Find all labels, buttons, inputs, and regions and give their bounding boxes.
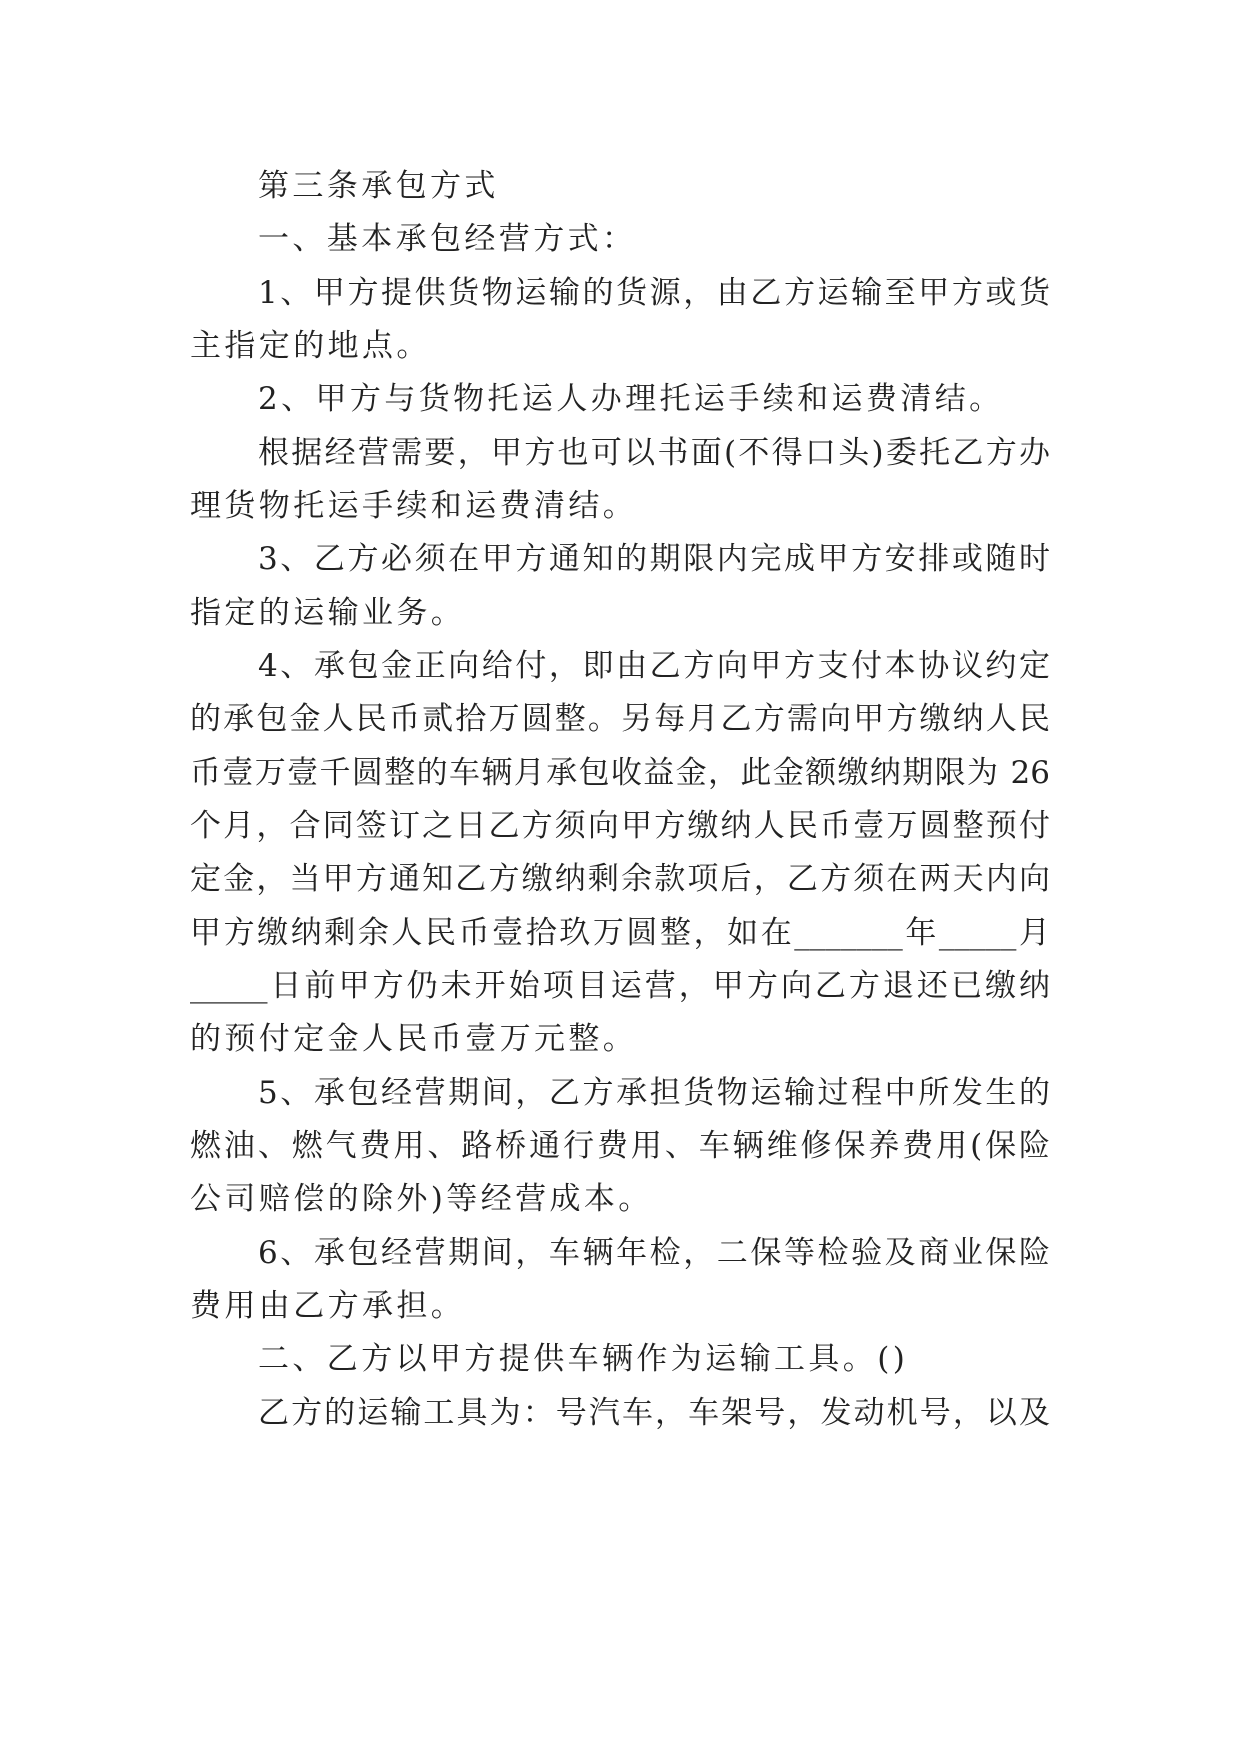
subsection-heading: 二、乙方以甲方提供车辆作为运输工具。() <box>258 1341 909 1377</box>
paragraph-line: 个月，合同签订之日乙方须向甲方缴纳人民币壹万圆整预付 <box>190 808 1050 844</box>
paragraph-line: 4、承包金正向给付，即由乙方向甲方支付本协议约定 <box>258 648 1050 684</box>
paragraph-line: 5、承包经营期间，乙方承担货物运输过程中所发生的 <box>258 1075 1050 1111</box>
paragraph-line: 甲方缴纳剩余人民币壹拾玖万圆整，如在_______年_____月 <box>190 915 1050 951</box>
paragraph-line: 币壹万壹千圆整的车辆月承包收益金，此金额缴纳期限为 26 <box>190 755 1050 791</box>
paragraph-line: 指定的运输业务。 <box>190 595 466 631</box>
paragraph-line: 费用由乙方承担。 <box>190 1288 466 1324</box>
paragraph-line: 3、乙方必须在甲方通知的期限内完成甲方安排或随时 <box>258 541 1050 577</box>
section-heading: 第三条承包方式 <box>258 168 499 204</box>
paragraph-line: 2、甲方与货物托运人办理托运手续和运费清结。 <box>258 381 1004 417</box>
paragraph-line: 6、承包经营期间，车辆年检，二保等检验及商业保险 <box>258 1235 1050 1271</box>
paragraph-line: 燃油、燃气费用、路桥通行费用、车辆维修保养费用(保险 <box>190 1128 1050 1164</box>
paragraph-line: 理货物托运手续和运费清结。 <box>190 488 638 524</box>
paragraph-line: 公司赔偿的除外)等经营成本。 <box>190 1181 653 1217</box>
paragraph-line: 根据经营需要，甲方也可以书面(不得口头)委托乙方办 <box>258 435 1050 471</box>
paragraph-line: 的预付定金人民币壹万元整。 <box>190 1021 638 1057</box>
paragraph-line: _____日前甲方仍未开始项目运营，甲方向乙方退还已缴纳 <box>190 968 1050 1004</box>
paragraph-line: 主指定的地点。 <box>190 328 431 364</box>
paragraph-line: 乙方的运输工具为：号汽车，车架号，发动机号，以及 <box>258 1395 1050 1431</box>
paragraph-line: 1、甲方提供货物运输的货源，由乙方运输至甲方或货 <box>258 275 1050 311</box>
subsection-heading: 一、基本承包经营方式： <box>258 221 637 257</box>
paragraph-line: 的承包金人民币贰拾万圆整。另每月乙方需向甲方缴纳人民 <box>190 701 1050 737</box>
paragraph-line: 定金，当甲方通知乙方缴纳剩余款项后，乙方须在两天内向 <box>190 861 1050 897</box>
